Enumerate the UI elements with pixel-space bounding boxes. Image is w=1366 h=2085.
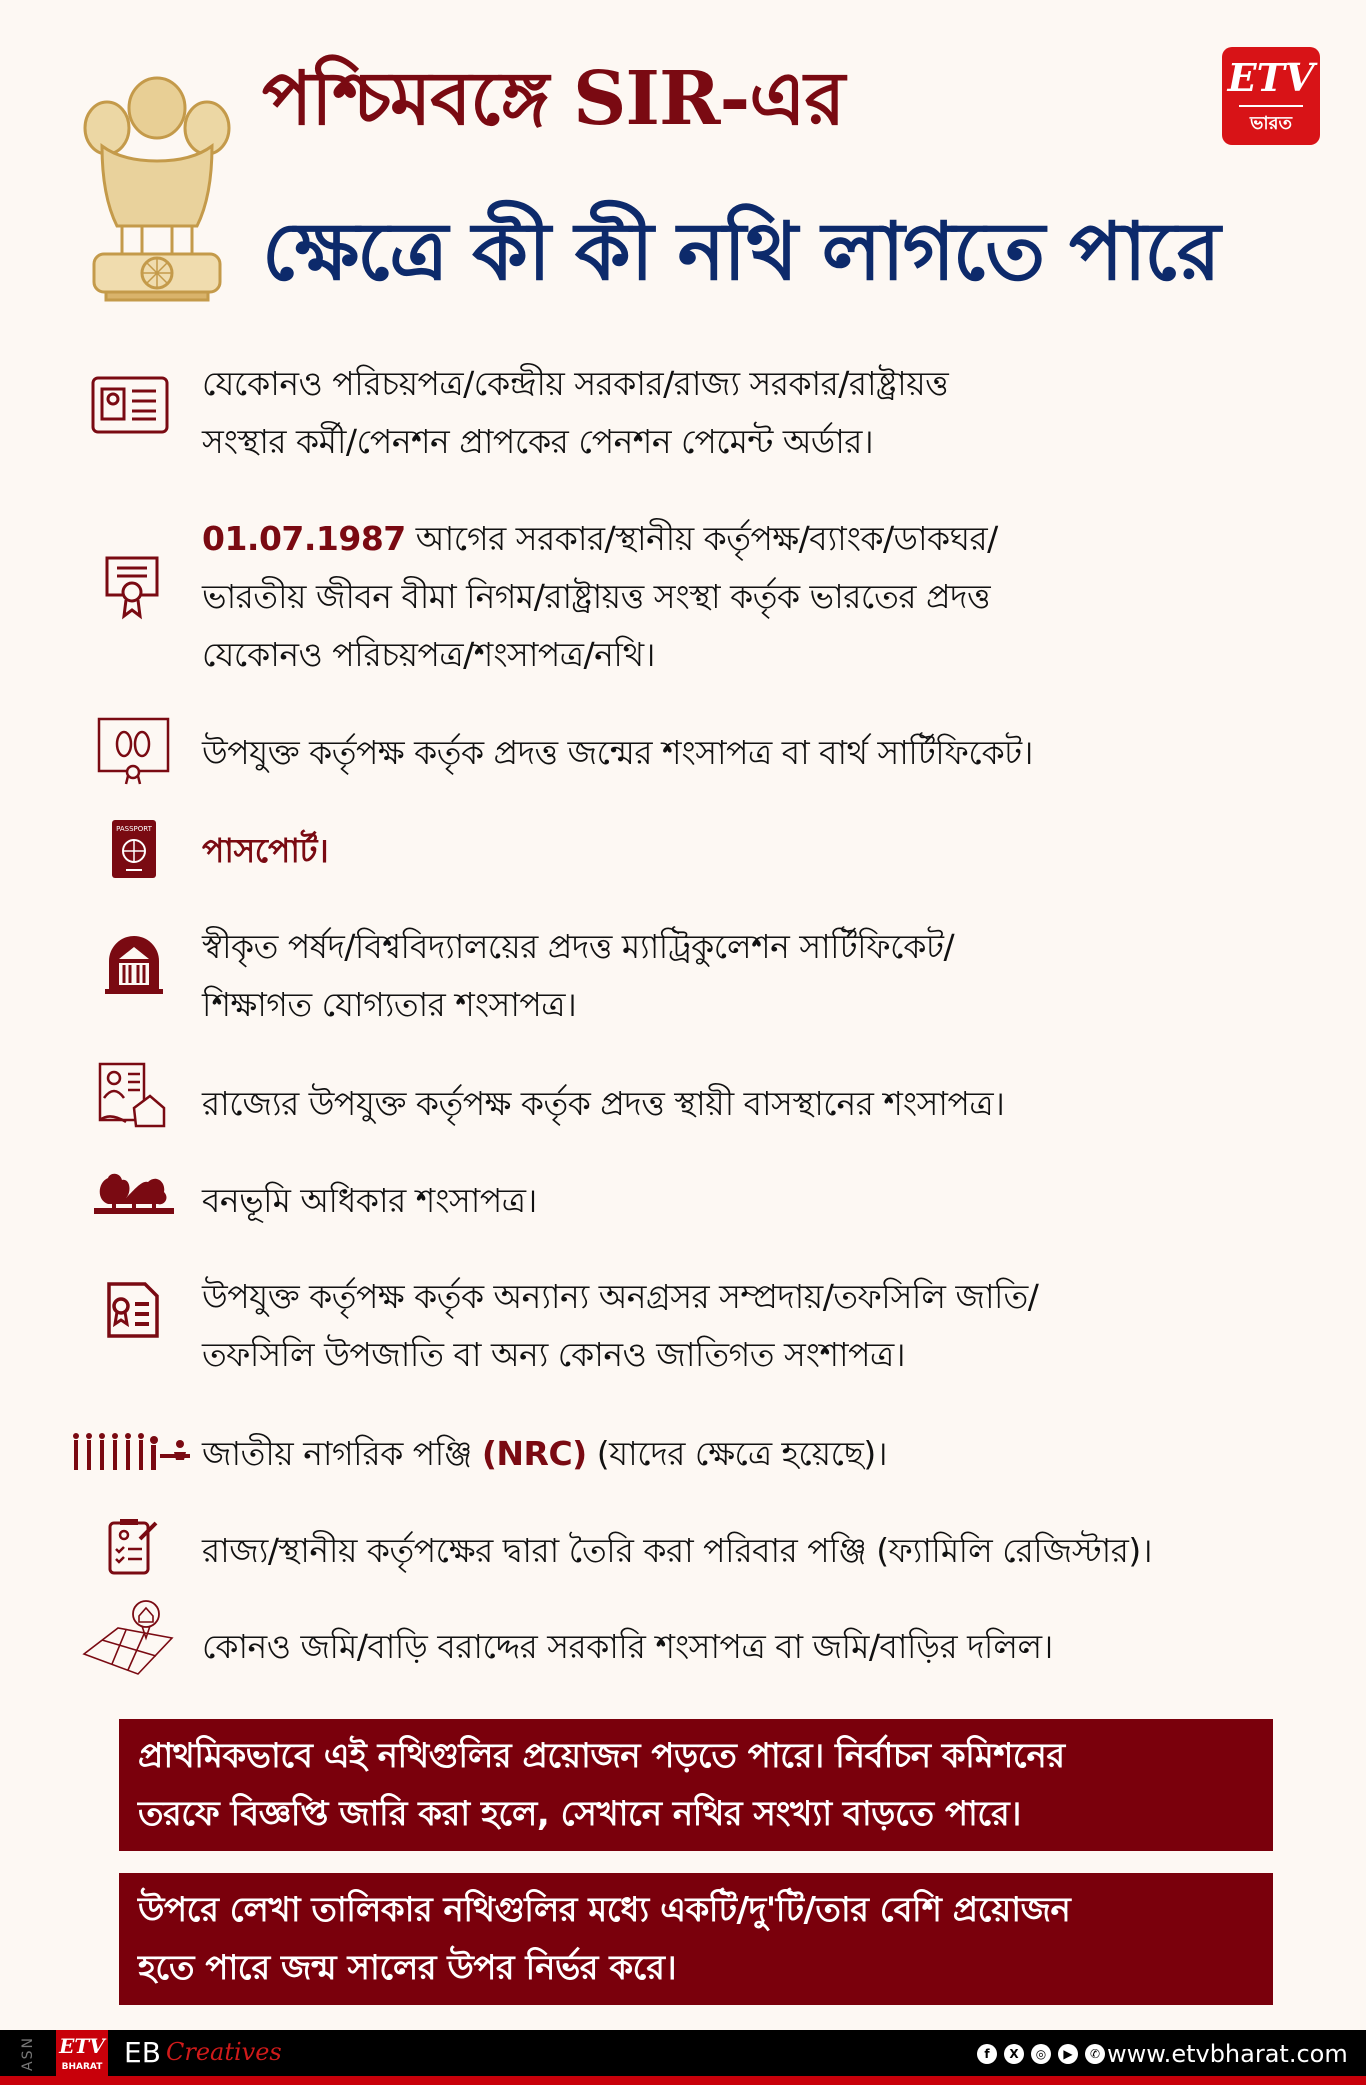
item-text bbox=[202, 918, 954, 1034]
item-line: কোনও জমি/বাড়ি বরাদ্দের সরকারি শংসাপত্র বা জমি/বাড়ির দলিল। bbox=[202, 1627, 1053, 1666]
facebook-icon[interactable]: f bbox=[977, 2044, 997, 2064]
footer-red-strip bbox=[0, 2076, 1366, 2085]
notice-line: প্রাথমিকভাবে এই নথিগুলির প্রয়োজন পড়তে পারে। নির্বাচন কমিশনের bbox=[138, 1736, 1065, 1776]
footer-logo-sub: BHARAT bbox=[61, 2062, 103, 2072]
birth-certificate-icon bbox=[96, 716, 176, 796]
nrc-post: (যাদের ক্ষেত্রে হয়েছে)। bbox=[586, 1434, 888, 1473]
university-icon bbox=[103, 933, 183, 1013]
item-text bbox=[202, 1425, 887, 1483]
social-icons bbox=[977, 2044, 1105, 2064]
x-twitter-icon[interactable]: X bbox=[1004, 2044, 1024, 2064]
footer-etv-logo bbox=[56, 2030, 108, 2085]
item-text bbox=[202, 1075, 1004, 1133]
item-line: শিক্ষাগত যোগ্যতার শংসাপত্র। bbox=[202, 985, 577, 1024]
item-line: যেকোনও পরিচয়পত্র/কেন্দ্রীয় সরকার/রাজ্য সরকার/রাষ্ট্রায়ত্ত bbox=[202, 364, 949, 403]
notice-box-2 bbox=[119, 1873, 1273, 2005]
nrc-pre: জাতীয় নাগরিক পঞ্জি bbox=[202, 1434, 482, 1473]
passport-icon bbox=[108, 818, 188, 898]
footer-creatives-label: Creatives bbox=[166, 2038, 282, 2066]
instagram-icon[interactable]: ◎ bbox=[1031, 2044, 1051, 2064]
footer-eb-label: EB bbox=[124, 2036, 161, 2069]
item-line-rest: আগের সরকার/স্থানীয় কর্তৃপক্ষ/ব্যাংক/ডাকঘর/ bbox=[405, 519, 998, 558]
svg-text:PASSPORT: PASSPORT bbox=[116, 825, 152, 833]
national-emblem-icon bbox=[72, 66, 242, 304]
item-text bbox=[202, 724, 1033, 782]
item-text bbox=[202, 355, 948, 471]
item-text bbox=[202, 822, 328, 880]
people-queue-icon bbox=[70, 1430, 150, 1510]
etv-logo-subtitle: ভারত bbox=[1239, 105, 1303, 140]
caste-certificate-icon bbox=[105, 1280, 185, 1360]
notice-line: হতে পারে জন্ম সালের উপর নির্ভর করে। bbox=[138, 1948, 677, 1988]
footer-logo-brand: ETV bbox=[59, 2034, 105, 2058]
item-line: উপযুক্ত কর্তৃপক্ষ কর্তৃক প্রদত্ত জন্মের শংসাপত্র বা বার্থ সার্টিফিকেট। bbox=[202, 733, 1033, 772]
etv-bharat-logo bbox=[1222, 47, 1320, 145]
notice-line: তরফে বিজ্ঞপ্তি জারি করা হলে, সেখানে নথির সংখ্যা বাড়তে পারে। bbox=[138, 1794, 1021, 1834]
notice-box-1 bbox=[119, 1719, 1273, 1851]
item-line: রাজ্য/স্থানীয় কর্তৃপক্ষের দ্বারা তৈরি করা পরিবার পঞ্জি (ফ্যামিলি রেজিস্টার)। bbox=[202, 1531, 1153, 1570]
item-line bbox=[202, 510, 998, 568]
item-line: স্বীকৃত পর্ষদ/বিশ্ববিদ্যালয়ের প্রদত্ত ম্যাট্রিকুলেশন সার্টিফিকেট/ bbox=[202, 927, 955, 966]
passport-label: পাসপোর্ট। bbox=[202, 831, 329, 870]
etv-logo-text: ETV bbox=[1227, 55, 1315, 100]
item-text bbox=[202, 1268, 1038, 1384]
title-line-2: ক্ষেত্রে কী কী নথি লাগতে পারে bbox=[262, 205, 1219, 298]
item-line: রাজ্যের উপযুক্ত কর্তৃপক্ষ কর্তৃক প্রদত্ত স্থায়ী বাসস্থানের শংসাপত্র। bbox=[202, 1084, 1005, 1123]
item-line: সংস্থার কর্মী/পেনশন প্রাপকের পেনশন পেমেন্ট অর্ডার। bbox=[202, 422, 874, 461]
item-text bbox=[202, 1172, 537, 1230]
id-card-icon bbox=[90, 375, 170, 455]
item-text bbox=[202, 1522, 1152, 1580]
whatsapp-icon[interactable]: ✆ bbox=[1085, 2044, 1105, 2064]
family-register-icon bbox=[106, 1517, 186, 1597]
youtube-icon[interactable]: ▶ bbox=[1058, 2044, 1078, 2064]
item-line: ভারতীয় জীবন বীমা নিগম/রাষ্ট্রায়ত্ত সংস্থা কর্তৃক ভারতের প্রদত্ত bbox=[202, 577, 991, 616]
item-text bbox=[202, 1618, 1053, 1676]
forest-icon bbox=[94, 1170, 174, 1250]
item-line: যেকোনও পরিচয়পত্র/শংসাপত্র/নথি। bbox=[202, 635, 655, 674]
item-line bbox=[202, 1425, 887, 1483]
item-line: বনভূমি অধিকার শংসাপত্র। bbox=[202, 1181, 537, 1220]
footer-side-label: ASN bbox=[20, 2036, 36, 2071]
item-line: উপযুক্ত কর্তৃপক্ষ কর্তৃক অন্যান্য অনগ্রসর সম্প্রদায়/তফসিলি জাতি/ bbox=[202, 1277, 1039, 1316]
date-highlight: 01.07.1987 bbox=[202, 519, 406, 558]
item-text bbox=[202, 510, 998, 684]
item-line: তফসিলি উপজাতি বা অন্য কোনও জাতিগত সংশাপত্র। bbox=[202, 1335, 906, 1374]
title-line-1: পশ্চিমবঙ্গে SIR-এর bbox=[262, 56, 845, 142]
notice-line: উপরে লেখা তালিকার নথিগুলির মধ্যে একটি/দু'টি/তার বেশি প্রয়োজন bbox=[138, 1890, 1071, 1930]
certificate-icon bbox=[102, 550, 182, 630]
land-map-icon bbox=[82, 1598, 162, 1678]
residence-certificate-icon bbox=[96, 1060, 176, 1140]
nrc-highlight: (NRC) bbox=[481, 1434, 587, 1473]
website-link[interactable]: www.etvbharat.com bbox=[1107, 2040, 1348, 2068]
